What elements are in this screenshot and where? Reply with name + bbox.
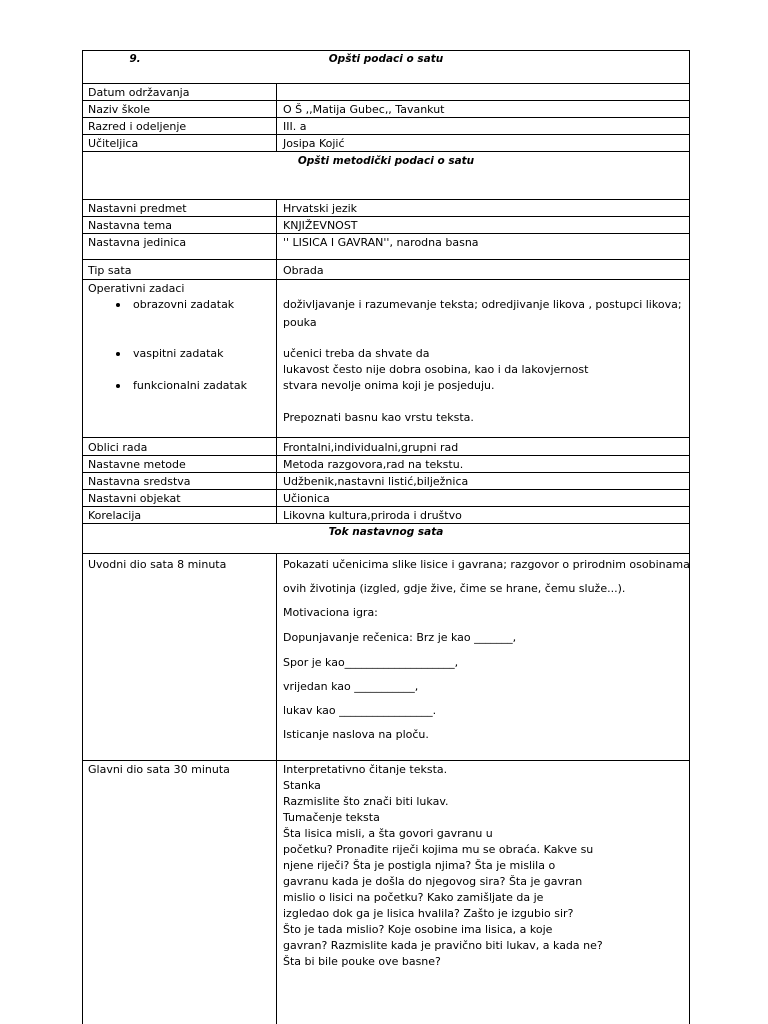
- value-correlation: Likovna kultura,priroda i društvo: [283, 509, 462, 522]
- label-work-forms: Oblici rada: [88, 441, 148, 454]
- main-line: Tumačenje teksta: [283, 811, 380, 824]
- label-teaching-aids: Nastavna sredstva: [88, 475, 191, 488]
- main-line: Interpretativno čitanje teksta.: [283, 763, 448, 776]
- label-class: Razred i odeljenje: [88, 120, 187, 133]
- column-divider: [276, 199, 277, 523]
- row-rule: [82, 216, 690, 217]
- table-border-right: [689, 50, 690, 1024]
- main-line: gavran? Razmislite kada je pravično biti lukav, a kada ne?: [283, 939, 603, 952]
- intro-line: Dopunjavanje rečenica: Brz je kao _______,: [283, 631, 517, 644]
- intro-line: Pokazati učenicima slike lisice i gavrana; razgovor o prirodnim osobinama: [283, 558, 690, 571]
- label-lesson-type: Tip sata: [88, 264, 132, 277]
- value-teacher: Josipa Kojić: [283, 137, 345, 150]
- row-rule: [82, 117, 690, 118]
- label-topic: Nastavna tema: [88, 219, 173, 232]
- row-rule: [82, 553, 690, 554]
- value-location: Učionica: [283, 492, 330, 505]
- row-rule: [82, 134, 690, 135]
- task-value-line: lukavost često nije dobra osobina, kao i da lakovjernost: [283, 363, 589, 376]
- column-divider: [276, 553, 277, 1024]
- row-rule: [82, 437, 690, 438]
- value-school: O Š ,,Matija Gubec,, Tavankut: [283, 103, 445, 116]
- intro-line: Motivaciona igra:: [283, 606, 378, 619]
- value-lesson-type: Obrada: [283, 264, 324, 277]
- bullet-icon: [116, 384, 120, 388]
- label-school: Naziv škole: [88, 103, 151, 116]
- row-rule: [82, 472, 690, 473]
- task-value-line: stvara nevolje onima koji je posjeduju.: [283, 379, 495, 392]
- label-correlation: Korelacija: [88, 509, 142, 522]
- label-subject: Nastavni predmet: [88, 202, 187, 215]
- value-subject: Hrvatski jezik: [283, 202, 358, 215]
- label-teaching-methods: Nastavne metode: [88, 458, 186, 471]
- task-upbringing: vaspitni zadatak: [133, 347, 224, 360]
- section-title-general: Opšti podaci o satu: [328, 53, 444, 65]
- intro-line: vrijedan kao ___________,: [283, 680, 419, 693]
- intro-line: Spor je kao____________________,: [283, 656, 459, 669]
- row-rule: [82, 199, 690, 200]
- column-divider: [276, 83, 277, 151]
- value-class: III. a: [283, 120, 307, 133]
- label-operative-tasks: Operativni zadaci: [88, 282, 185, 295]
- bullet-icon: [116, 352, 120, 356]
- lesson-number: 9.: [129, 53, 141, 65]
- main-line: njene riječi? Šta je postigla njima? Šta je mislila o: [283, 859, 556, 872]
- row-rule: [82, 506, 690, 507]
- table-border-top: [82, 50, 690, 51]
- intro-line: lukav kao _________________.: [283, 704, 437, 717]
- task-value-line: učenici treba da shvate da: [283, 347, 430, 360]
- label-location: Nastavni objekat: [88, 492, 181, 505]
- row-rule: [82, 233, 690, 234]
- row-rule: [82, 151, 690, 152]
- value-topic: KNJIŽEVNOST: [283, 219, 358, 232]
- main-line: Što je tada mislio? Koje osobine ima lisica, a koje: [283, 923, 553, 936]
- row-rule: [82, 83, 690, 84]
- section-title-methodic: Opšti metodički podaci o satu: [297, 155, 475, 167]
- label-date: Datum održavanja: [88, 86, 190, 99]
- row-rule: [82, 455, 690, 456]
- intro-line: Isticanje naslova na ploču.: [283, 728, 429, 741]
- row-rule: [82, 259, 690, 260]
- task-value-line: Prepoznati basnu kao vrstu teksta.: [283, 411, 474, 424]
- row-rule: [82, 489, 690, 490]
- task-value-line: doživljavanje i razumevanje teksta; odredjivanje likova , postupci likova;: [283, 298, 682, 311]
- intro-line: ovih životinja (izgled, gdje žive, čime se hrane, čemu služe...).: [283, 582, 626, 595]
- section-title-flow: Tok nastavnog sata: [328, 526, 444, 538]
- main-line: Šta lisica misli, a šta govori gavranu u: [283, 827, 493, 840]
- row-rule: [82, 760, 690, 761]
- table-border-left: [82, 50, 83, 1024]
- main-line: Stanka: [283, 779, 321, 792]
- main-line: gavranu kada je došla do njegovog sira? Šta je gavran: [283, 875, 583, 888]
- main-line: Razmislite što znači biti lukav.: [283, 795, 449, 808]
- value-work-forms: Frontalni,individualni,grupni rad: [283, 441, 459, 454]
- bullet-icon: [116, 303, 120, 307]
- main-line: mislio o lisici na početku? Kako zamišljate da je: [283, 891, 544, 904]
- row-rule: [82, 523, 690, 524]
- row-rule: [82, 279, 690, 280]
- main-line: izgledao dok ga je lisica hvalila? Zašto je izgubio sir?: [283, 907, 574, 920]
- main-line: početku? Pronađite riječi kojima mu se obraća. Kakve su: [283, 843, 594, 856]
- value-teaching-aids: Udžbenik,nastavni listić,bilježnica: [283, 475, 469, 488]
- label-intro-part: Uvodni dio sata 8 minuta: [88, 558, 227, 571]
- label-unit: Nastavna jedinica: [88, 236, 187, 249]
- value-teaching-methods: Metoda razgovora,rad na tekstu.: [283, 458, 464, 471]
- value-unit: '' LISICA I GAVRAN'', narodna basna: [283, 236, 479, 249]
- task-value-line: pouka: [283, 316, 317, 329]
- task-functional: funkcionalni zadatak: [133, 379, 247, 392]
- row-rule: [82, 100, 690, 101]
- label-teacher: Učiteljica: [88, 137, 139, 150]
- label-main-part: Glavni dio sata 30 minuta: [88, 763, 230, 776]
- task-educational: obrazovni zadatak: [133, 298, 235, 311]
- main-line: Šta bi bile pouke ove basne?: [283, 955, 441, 968]
